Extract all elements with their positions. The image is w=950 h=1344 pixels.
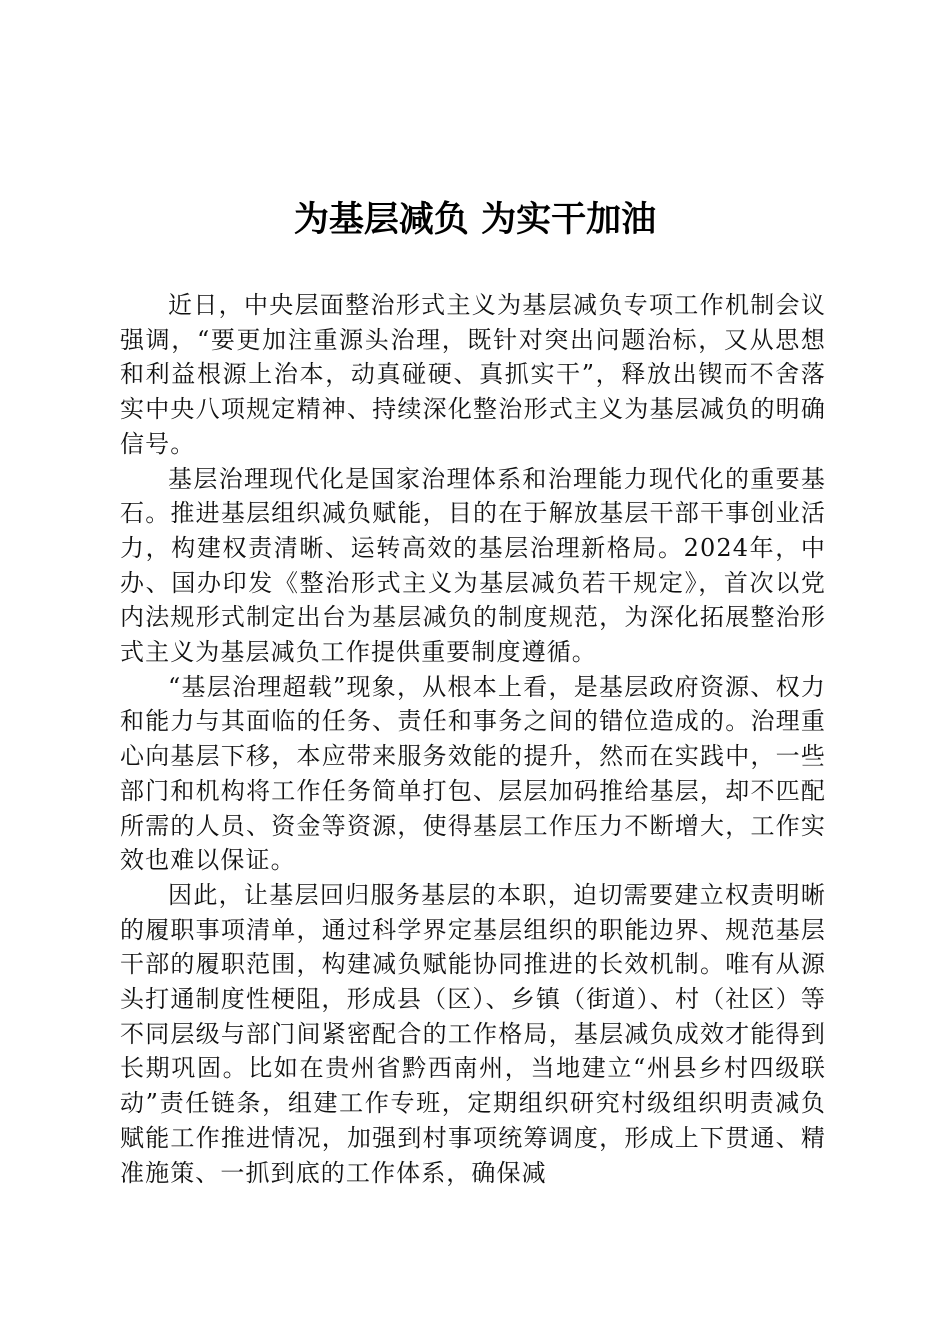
paragraph-2: 基层治理现代化是国家治理体系和治理能力现代化的重要基石。推进基层组织减负赋能，目的在于解放基层干部干事创业活力，构建权责清晰、运转高效的基层治理新格局。2024年，中办、国办印发《整治形式主义为基层减负若干规定》，首次以党内法规形式制定出台为基层减负的制度规范，为深化拓展整治形式主义为基层减负工作提供重要制度遵循。: [120, 464, 826, 667]
document-title: 为基层减负 为实干加油: [293, 199, 657, 240]
paragraph-3: “基层治理超载”现象，从根本上看，是基层政府资源、权力和能力与其面临的任务、责任和事务之间的错位造成的。治理重心向基层下移，本应带来服务效能的提升，然而在实践中，一些部门和机构将工作任务简单打包、层层加码推给基层，却不匹配所需的人员、资金等资源，使得基层工作压力不断增大，工作实效也难以保证。: [120, 672, 826, 875]
document-body: [120, 288, 826, 1190]
paragraph-4: 因此，让基层回归服务基层的本职，迫切需要建立权责明晰的履职事项清单，通过科学界定基层组织的职能边界、规范基层干部的履职范围，构建减负赋能协同推进的长效机制。唯有从源头打通制度性梗阻，形成县（区）、乡镇（街道）、村（社区）等不同层级与部门间紧密配合的工作格局，基层减负成效才能得到长期巩固。比如在贵州省黔西南州，当地建立“州县乡村四级联动”责任链条，组建工作专班，定期组织研究村级组织明责减负赋能工作推进情况，加强到村事项统筹调度，形成上下贯通、精准施策、一抓到底的工作体系，确保减: [120, 880, 826, 1187]
paragraph-1: 近日，中央层面整治形式主义为基层减负专项工作机制会议强调，“要更加注重源头治理，既针对突出问题治标，又从思想和利益根源上治本，动真碰硬、真抓实干”，释放出锲而不舍落实中央八项规定精神、持续深化整治形式主义为基层减负的明确信号。: [120, 291, 826, 458]
